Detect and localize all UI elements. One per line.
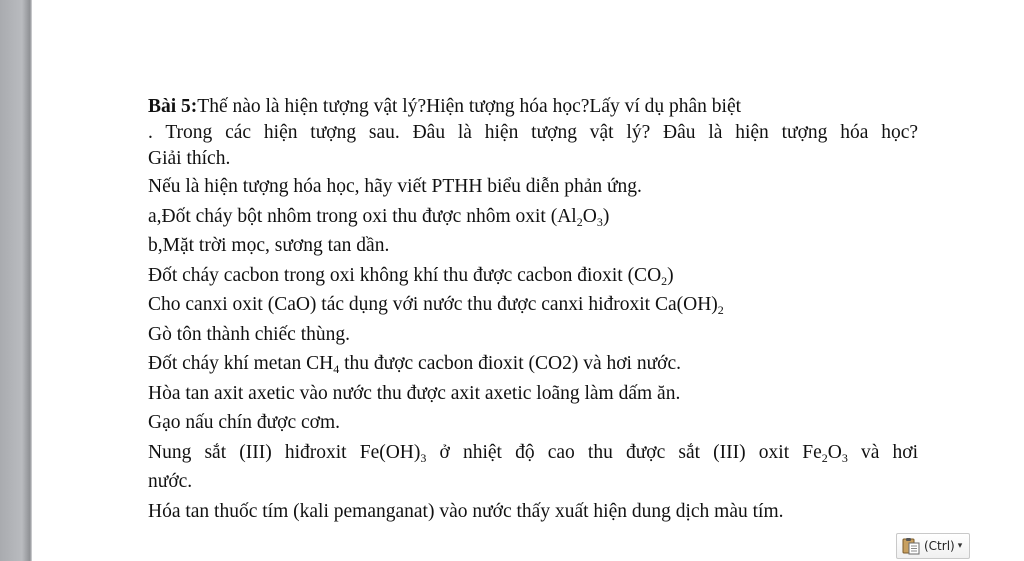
doc-line-2: . Trong các hiện tượng sau. Đâu là hiện tượng vật lý? Đâu là hiện tượng hóa học? — [148, 122, 918, 143]
doc-line-11: Hòa tan axit axetic vào nước thu được axit axetic loãng làm dấm ăn. — [148, 382, 681, 404]
doc-line-7: Đốt cháy cacbon trong oxi không khí thu được cacbon đioxit $(CO_2)$ — [148, 264, 674, 288]
document-body — [148, 94, 918, 526]
clipboard-icon — [901, 537, 921, 555]
doc-line-8: Cho canxi oxit (CaO) tác dụng với nước thu được canxi hiđroxit $Ca(OH)_2$ — [148, 294, 724, 317]
doc-line-4: Nếu là hiện tượng hóa học, hãy viết PTHH biểu diễn phản ứng. — [148, 176, 642, 197]
exercise-number: Bài 5: — [148, 96, 198, 117]
doc-line-13: Nung sắt (III) hiđroxit $Fe(OH)_3$ ở nhiệt độ cao thu được sắt (III) oxit $Fe_2O_3$ và hơi — [148, 441, 918, 465]
paste-options-button[interactable] — [896, 533, 970, 559]
doc-line-5: a,Đốt cháy bột nhôm trong oxi thu được nhôm oxit $(Al_2O_3)$ — [148, 205, 610, 229]
doc-line-15: Hóa tan thuốc tím (kali pemanganat) vào nước thấy xuất hiện dung dịch màu tím. — [148, 500, 784, 522]
doc-line-1: Bài 5:Thế nào là hiện tượng vật lý?Hiện tượng hóa học?Lấy ví dụ phân biệt — [148, 96, 742, 117]
chevron-down-icon: ▾ — [957, 541, 963, 551]
doc-line-14: nước. — [148, 471, 193, 492]
doc-line-10: Đốt cháy khí metan $CH_4$ thu được cacbon đioxit (CO2) và hơi nước. — [148, 353, 682, 376]
doc-line-6: b,Mặt trời mọc, sương tan dần. — [148, 235, 390, 256]
paste-options-label: (Ctrl) — [924, 539, 955, 553]
doc-line-3: Giải thích. — [148, 148, 231, 169]
window-left-margin — [0, 0, 32, 561]
doc-line-12: Gạo nấu chín được cơm. — [148, 412, 341, 433]
doc-line-9: Gò tôn thành chiếc thùng. — [148, 323, 350, 345]
